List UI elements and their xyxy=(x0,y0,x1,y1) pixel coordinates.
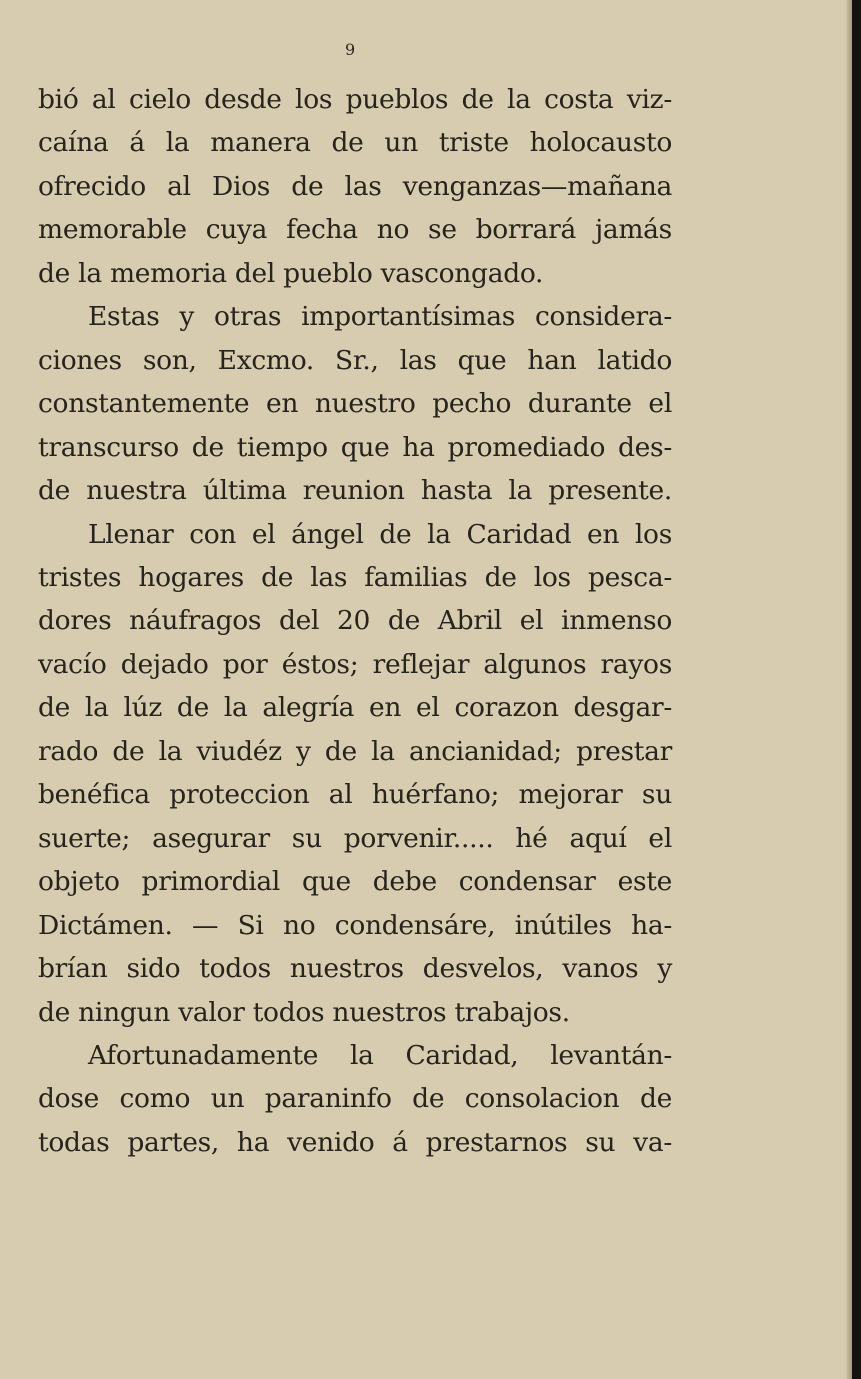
text-line: brían sido todos nuestros desvelos, vanos y xyxy=(38,953,672,985)
text-line: vacío dejado por éstos; reflejar algunos rayos xyxy=(38,648,672,680)
text-line: Afortunadamente la Caridad, levantán- xyxy=(88,1039,672,1071)
text-line: ciones son, Excmo. Sr., las que han latido xyxy=(38,344,672,376)
text-line: constantemente en nuestro pecho durante el xyxy=(38,388,672,420)
text-line: de nuestra última reunion hasta la presente. xyxy=(38,475,672,507)
text-line: memorable cuya fecha no se borrará jamás xyxy=(38,214,672,246)
text-line: benéfica proteccion al huérfano; mejorar su xyxy=(38,779,672,811)
text-line: Estas y otras importantísimas considera- xyxy=(88,301,672,333)
text-line: de la memoria del pueblo vascongado. xyxy=(38,257,544,289)
text-line: suerte; asegurar su porvenir..... hé aquí el xyxy=(38,822,672,854)
text-line: transcurso de tiempo que ha promediado des- xyxy=(38,431,672,463)
text-line: objeto primordial que debe condensar este xyxy=(38,866,672,898)
text-line: dose como un paraninfo de consolacion de xyxy=(38,1083,672,1115)
text-line: ofrecido al Dios de las venganzas—mañana xyxy=(38,170,672,202)
text-line: bió al cielo desde los pueblos de la costa viz- xyxy=(38,84,672,115)
text-line: de la lúz de la alegría en el corazon desgar- xyxy=(38,692,672,724)
text-line: de ningun valor todos nuestros trabajos. xyxy=(38,996,570,1028)
text-line: todas partes, ha venido á prestarnos su va- xyxy=(38,1126,672,1158)
body-text xyxy=(38,78,672,1164)
text-line: Dictámen. — Si no condensáre, inútiles ha- xyxy=(38,909,672,941)
text-line: rado de la viudéz y de la ancianidad; prestar xyxy=(38,735,672,767)
text-line: dores náufragos del 20 de Abril el inmenso xyxy=(38,605,672,637)
page-edge xyxy=(852,0,861,1379)
page-number: 9 xyxy=(345,40,356,59)
text-line: caína á la manera de un triste holocausto xyxy=(38,127,672,159)
text-line: Llenar con el ángel de la Caridad en los xyxy=(88,518,672,550)
text-line: tristes hogares de las familias de los pesca- xyxy=(38,561,672,593)
